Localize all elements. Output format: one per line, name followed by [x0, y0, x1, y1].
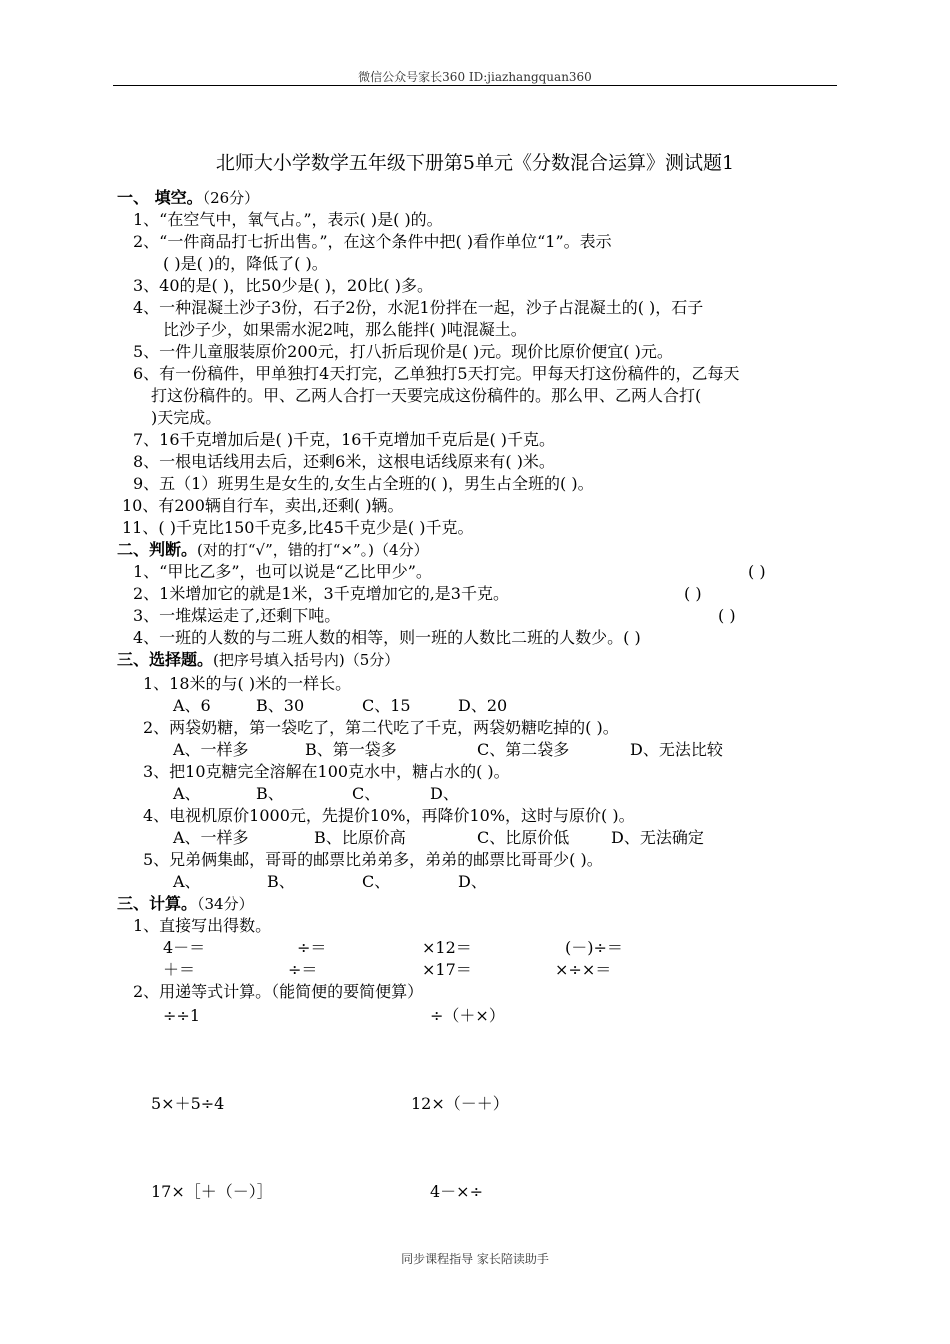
choice-q3-option-c: C、 — [352, 784, 381, 803]
fill-q1: 1、“在空气中，氧气占。”，表示( )是( )的。 — [133, 210, 443, 229]
fill-q6-line1: 6、有一份稿件，甲单独打4天打完，乙单独打5天打完。甲每天打这份稿件的，乙每天 — [133, 364, 740, 383]
section-calc-heading — [117, 894, 254, 914]
choice-q4-option-b: B、比原价高 — [314, 828, 406, 847]
judge-q4: 4、一班的人数的与二班人数的相等，则一班的人数比二班的人数少。( ) — [133, 628, 641, 647]
section-calc-points: （34分） — [197, 895, 254, 913]
section-choice-instructions: (把序号填入括号内)（5分） — [213, 651, 400, 669]
judge-q1: 1、“甲比乙多”，也可以说是“乙比甲少”。 — [133, 562, 432, 581]
choice-q4-option-d: D、无法确定 — [611, 828, 704, 847]
section-calc-title: 三、计算。 — [117, 894, 198, 913]
calc-direct-r1c1: 4－＝ — [163, 938, 206, 957]
choice-q4-option-a: A、一样多 — [173, 828, 249, 847]
section-judge-heading — [117, 540, 429, 560]
page-header: 微信公众号家长360 ID:jiazhangquan360 — [358, 70, 592, 84]
calc-expression-6: 4－×÷ — [430, 1182, 483, 1201]
judge-q3: 3、一堆煤运走了,还剩下吨。 — [133, 606, 341, 625]
fill-q10: 10、有200辆自行车，卖出,还剩( )辆。 — [122, 496, 404, 515]
choice-q3: 3、把10克糖完全溶解在100克水中，糖占水的( )。 — [143, 762, 510, 781]
calc-direct-r2c4: ×÷×＝ — [555, 960, 612, 979]
choice-q4: 4、电视机原价1000元，先提价10%，再降价10%，这时与原价( )。 — [143, 806, 635, 825]
choice-q5-option-c: C、 — [362, 872, 391, 891]
choice-q1: 1、18米的与( )米的一样长。 — [143, 674, 352, 693]
section-judge-instructions: (对的打“√”，错的打“×”。)（4分） — [197, 541, 429, 559]
choice-q2-option-b: B、第一袋多 — [305, 740, 397, 759]
fill-q5: 5、一件儿童服装原价200元，打八折后现价是( )元。现价比原价便宜( )元。 — [133, 342, 673, 361]
page-title: 北师大小学数学五年级下册第5单元《分数混合运算》测试题1 — [215, 152, 735, 174]
section-fill-title: 一、 填空。 — [117, 188, 203, 207]
choice-q2: 2、两袋奶糖，第一袋吃了，第二代吃了千克，两袋奶糖吃掉的( )。 — [143, 718, 619, 737]
fill-q2-line2: ( )是( )的，降低了( )。 — [163, 254, 328, 273]
fill-q3: 3、40的是( )，比50少是( )，20比( )多。 — [133, 276, 433, 295]
judge-q1-answer-paren: ( ) — [748, 562, 766, 581]
judge-q2-answer-paren: ( ) — [684, 584, 702, 603]
choice-q1-option-d: D、20 — [458, 696, 508, 715]
fill-q9: 9、五（1）班男生是女生的,女生占全班的( )，男生占全班的( )。 — [133, 474, 594, 493]
calc-direct-r1c4: (－)÷＝ — [565, 938, 623, 957]
choice-q1-option-c: C、15 — [362, 696, 411, 715]
choice-q5: 5、兄弟俩集邮，哥哥的邮票比弟弟多，弟弟的邮票比哥哥少( )。 — [143, 850, 603, 869]
choice-q2-option-a: A、一样多 — [173, 740, 249, 759]
choice-q3-option-a: A、 — [173, 784, 201, 803]
choice-q3-option-d: D、 — [430, 784, 459, 803]
fill-q6-line3: )天完成。 — [151, 408, 222, 427]
calc-expression-1: ÷÷1 — [163, 1006, 200, 1025]
calc-part1-instruction: 1、直接写出得数。 — [133, 916, 272, 935]
choice-q5-option-b: B、 — [267, 872, 295, 891]
judge-q2: 2、1米增加它的就是1米，3千克增加它的,是3千克。 — [133, 584, 509, 603]
fill-q4-line1: 4、一种混凝土沙子3份，石子2份，水泥1份拌在一起，沙子占混凝土的( )，石子 — [133, 298, 704, 317]
choice-q1-option-b: B、30 — [256, 696, 305, 715]
fill-q4-line2: 比沙子少，如果需水泥2吨，那么能拌( )吨混凝土。 — [163, 320, 527, 339]
calc-expression-2: ÷（＋×） — [430, 1006, 505, 1025]
fill-q7: 7、16千克增加后是( )千克，16千克增加千克后是( )千克。 — [133, 430, 556, 449]
calc-part2-instruction: 2、用递等式计算。（能简便的要简便算） — [133, 982, 424, 1001]
calc-expression-4: 12×（－＋） — [411, 1094, 509, 1113]
fill-q2-line1: 2、“一件商品打七折出售。”，在这个条件中把( )看作单位“1”。表示 — [133, 232, 612, 251]
fill-q6-line2: 打这份稿件的。甲、乙两人合打一天要完成这份稿件的。那么甲、乙两人合打( — [151, 386, 702, 405]
section-fill-heading — [117, 188, 259, 208]
choice-q5-option-a: A、 — [173, 872, 201, 891]
judge-q3-answer-paren: ( ) — [718, 606, 736, 625]
choice-q2-option-c: C、第二袋多 — [477, 740, 570, 759]
calc-direct-r2c1: ＋＝ — [163, 960, 196, 979]
choice-q3-option-b: B、 — [256, 784, 284, 803]
calc-direct-r1c3: ×12＝ — [422, 938, 472, 957]
fill-q8: 8、一根电话线用去后，还剩6米，这根电话线原来有( )米。 — [133, 452, 555, 471]
header-divider — [113, 85, 837, 86]
calc-direct-r2c2: ÷＝ — [288, 960, 318, 979]
section-judge-title: 二、判断。 — [117, 540, 198, 559]
choice-q4-option-c: C、比原价低 — [477, 828, 570, 847]
calc-direct-r2c3: ×17＝ — [422, 960, 472, 979]
section-choice-heading — [117, 650, 399, 670]
calc-direct-r1c2: ÷＝ — [297, 938, 327, 957]
fill-q11: 11、( )千克比150千克多,比45千克少是( )千克。 — [122, 518, 474, 537]
section-choice-title: 三、选择题。 — [117, 650, 214, 669]
page-footer: 同步课程指导 家长陪读助手 — [401, 1252, 549, 1266]
choice-q1-option-a: A、6 — [173, 696, 211, 715]
calc-expression-3: 5×＋5÷4 — [151, 1094, 225, 1113]
choice-q5-option-d: D、 — [458, 872, 487, 891]
section-fill-points: （26分） — [202, 189, 260, 207]
choice-q2-option-d: D、无法比较 — [630, 740, 723, 759]
calc-expression-5: 17×［＋（－）］ — [151, 1182, 273, 1201]
